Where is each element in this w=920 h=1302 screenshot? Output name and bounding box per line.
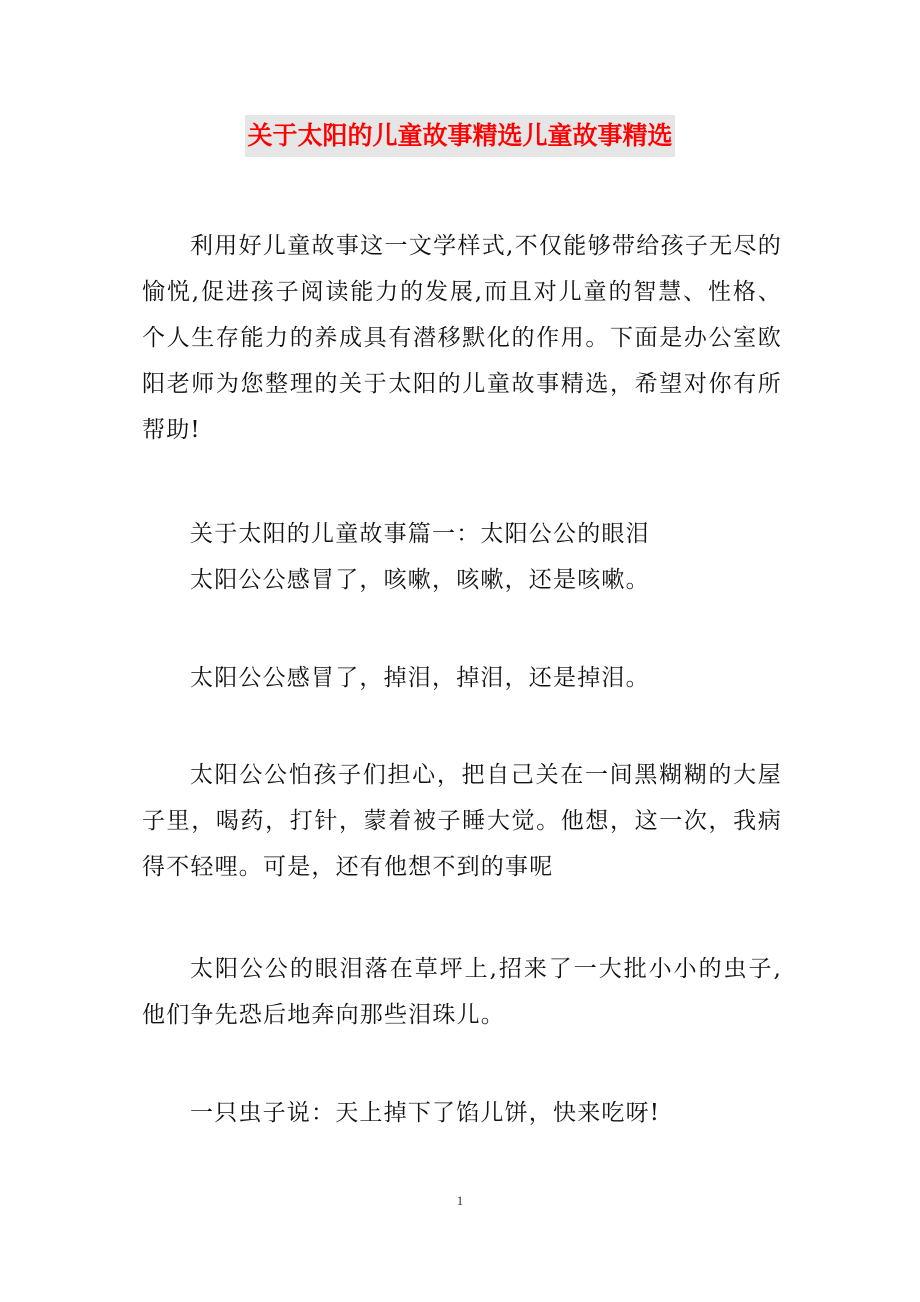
paragraph-coughing xyxy=(142,557,782,603)
paragraph-bug-says xyxy=(142,1090,782,1136)
paragraph-text: 太阳公公感冒了，掉泪，掉泪，还是掉泪。 xyxy=(190,665,650,691)
page-number: 1 xyxy=(456,1193,464,1208)
document-title: 关于太阳的儿童故事精选儿童故事精选 xyxy=(245,115,674,157)
paragraph-dark-room xyxy=(142,752,782,890)
paragraph-tears xyxy=(142,655,782,701)
paragraph-intro xyxy=(142,223,782,453)
paragraph-text: 关于太阳的儿童故事篇一：太阳公公的眼泪 xyxy=(190,521,650,547)
paragraph-bugs xyxy=(142,946,782,1038)
paragraph-text: 一只虫子说：天上掉下了馅儿饼，快来吃呀! xyxy=(190,1100,661,1126)
title-container xyxy=(0,115,920,157)
paragraph-text: 太阳公公怕孩子们担心，把自己关在一间黑糊糊的大屋子里，喝药，打针，蒙着被子睡大觉。他想，这一次，我病得不轻哩。可是，还有他想不到的事呢 xyxy=(142,762,782,880)
paragraph-text: 太阳公公的眼泪落在草坪上,招来了一大批小小的虫子,他们争先恐后地奔向那些泪珠儿。 xyxy=(142,956,782,1028)
paragraph-text: 利用好儿童故事这一文学样式,不仅能够带给孩子无尽的愉悦,促进孩子阅读能力的发展,而且对儿童的智慧、性格、个人生存能力的养成具有潜移默化的作用。下面是办公室欧阳老师为您整理的关于太阳的儿童故事精选，希望对你有所帮助! xyxy=(142,233,782,443)
paragraph-story-heading xyxy=(142,511,782,557)
paragraph-text: 太阳公公感冒了，咳嗽，咳嗽，还是咳嗽。 xyxy=(190,567,650,593)
